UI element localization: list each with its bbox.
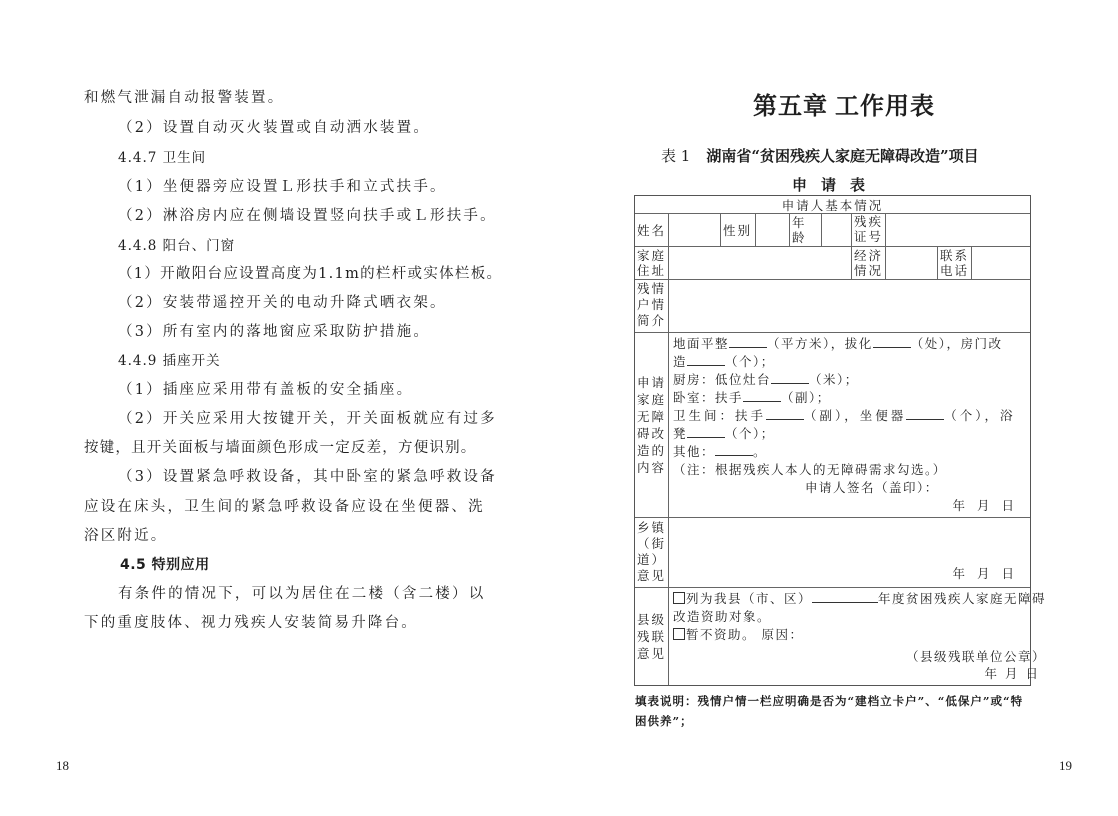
- disability-intro-field[interactable]: [669, 280, 1030, 332]
- body-text-line: （1）开敞阳台应设置高度为1.1m的栏杆或实体栏板。: [118, 266, 503, 282]
- section-header-row: [635, 196, 1030, 214]
- body-text-line: （2）设置自动灭火装置或自动洒水装置。: [118, 120, 431, 136]
- body-text-line: （3）所有室内的落地窗应采取防护措施。: [118, 324, 431, 340]
- body-text-line: （2）开关应采用大按键开关，开关面板就应有过多: [118, 411, 497, 427]
- bedroom-blank[interactable]: [743, 389, 781, 402]
- door-unit: （个）；: [725, 354, 775, 369]
- address-row: [635, 247, 1030, 280]
- intro-row: [635, 280, 1030, 333]
- phone-field[interactable]: [972, 247, 1030, 279]
- county-row: [635, 588, 1047, 685]
- phone-label: 联系电话: [938, 247, 972, 279]
- kitchen-blank[interactable]: [771, 371, 809, 384]
- body-text-line: 和燃气泄漏自动报警装置。: [84, 90, 285, 106]
- age-label: 年龄: [790, 214, 822, 246]
- form-title: 申请表: [792, 176, 880, 194]
- address-label: 家庭住址: [635, 247, 669, 279]
- section-heading: 4.5 特别应用: [120, 557, 210, 573]
- content-row: [635, 333, 1030, 518]
- floor-label: 地面平整: [673, 336, 730, 351]
- toilet-blank[interactable]: [906, 407, 944, 420]
- section-heading: 4.4.9 插座开关: [118, 353, 221, 369]
- option1-label-cont: 年度贫困残疾人家庭无障碍: [878, 591, 1047, 606]
- door-label: （处），房门改: [910, 336, 1003, 351]
- body-text-line: （1）插座应采用带有盖板的安全插座。: [118, 382, 414, 398]
- right-page: [559, 0, 1118, 816]
- application-form: [634, 195, 1047, 686]
- other-label: 其他：: [673, 444, 716, 459]
- county-label: 县级残联意见: [635, 588, 669, 685]
- body-text-line: 浴区附近。: [84, 528, 168, 544]
- kitchen-unit: （米）；: [809, 372, 859, 387]
- seal-label: （县级残联单位公章）: [906, 649, 1047, 664]
- door-blank[interactable]: [687, 353, 725, 366]
- tile-blank[interactable]: [873, 335, 911, 348]
- body-text-line: （2）淋浴房内应在侧墙设置竖向扶手或Ｌ形扶手。: [118, 208, 497, 224]
- stool-label: （个），浴: [944, 408, 1016, 423]
- county-opinion-field: [669, 588, 1050, 685]
- gender-label: 性别: [721, 214, 756, 246]
- section-heading: 4.4.8 阳台、门窗: [118, 238, 236, 254]
- chapter-title: 第五章 工作用表: [753, 94, 935, 120]
- bath-label: 卫生间：扶手: [673, 408, 767, 423]
- disability-cert-field[interactable]: [886, 214, 1030, 246]
- age-field[interactable]: [822, 214, 852, 246]
- kitchen-label: 厨房：低位灶台: [673, 372, 772, 387]
- option2-label: 暂不资助。 原因：: [686, 627, 804, 642]
- door-label-cont: 造: [673, 354, 688, 369]
- content-field: [669, 333, 1030, 517]
- section-header: 申请人基本情况: [781, 197, 884, 213]
- body-text-line: 有条件的情况下，可以为居住在二楼（含二楼）以: [118, 586, 486, 602]
- township-label: 乡镇（街道）意见: [635, 518, 669, 587]
- option1-label-end: 改造资助对象。: [673, 609, 772, 624]
- option1-label: 列为我县（市、区）: [686, 591, 813, 606]
- section-heading: 4.4.7 卫生间: [118, 150, 207, 166]
- content-date: 年月日: [952, 498, 1026, 513]
- body-text-line: （3）设置紧急呼救设备，其中卧室的紧急呼救设备: [118, 469, 497, 485]
- form-instructions: 填表说明：残情户情一栏应明确是否为“建档立卡户”、“低保户”或“特困供养”；: [635, 694, 1024, 728]
- economic-label: 经济情况: [852, 247, 886, 279]
- other-blank[interactable]: [715, 443, 753, 456]
- disability-cert-label: 残疾证号: [852, 214, 886, 246]
- body-text-line: 下的重度肢体、视力残疾人安装简易升降台。: [84, 615, 418, 631]
- body-text-line: （2）安装带遥控开关的电动升降式晒衣架。: [118, 295, 447, 311]
- option1-checkbox[interactable]: [673, 592, 685, 604]
- county-date: 年月日: [984, 666, 1047, 681]
- economic-field[interactable]: [886, 247, 938, 279]
- table-title: [661, 145, 979, 166]
- township-date: 年月日: [952, 566, 1026, 581]
- content-label: 申请家庭无障碍改造的内容: [635, 333, 669, 517]
- bedroom-unit: （副）；: [781, 390, 831, 405]
- body-text-line: （1）坐便器旁应设置Ｌ形扶手和立式扶手。: [118, 179, 447, 195]
- name-row: [635, 214, 1030, 247]
- page-number: 18: [56, 758, 69, 773]
- name-field[interactable]: [669, 214, 721, 246]
- year-blank[interactable]: [812, 590, 878, 603]
- signature-label: 申请人签名（盖印）：: [805, 480, 939, 495]
- stool-unit: （个）；: [725, 426, 775, 441]
- other-end: 。: [753, 444, 768, 459]
- option2-checkbox[interactable]: [673, 628, 685, 640]
- stool-blank[interactable]: [687, 425, 725, 438]
- bedroom-label: 卧室：扶手: [673, 390, 744, 405]
- floor-blank[interactable]: [729, 335, 767, 348]
- disability-intro-label: 残情户情简介: [635, 280, 669, 332]
- stool-label-cont: 凳: [673, 426, 688, 441]
- table-number: 表 1: [661, 147, 691, 165]
- body-text-line: 按键，且开关面板与墙面颜色形成一定反差，方便识别。: [84, 440, 477, 456]
- bath-handrail-blank[interactable]: [766, 407, 804, 420]
- content-note: （注：根据残疾人本人的无障碍需求勾选。）: [673, 462, 947, 477]
- township-row: [635, 518, 1030, 588]
- page-number: 19: [1059, 758, 1072, 773]
- table-name: 湖南省“贫困残疾人家庭无障碍改造”项目: [706, 147, 979, 165]
- toilet-label: （副），坐便器: [804, 408, 907, 423]
- gender-field[interactable]: [756, 214, 790, 246]
- address-field[interactable]: [669, 247, 852, 279]
- township-opinion-field[interactable]: [669, 518, 1030, 587]
- tile-label: （平方米），拔化: [767, 336, 873, 351]
- body-text-line: 应设在床头，卫生间的紧急呼救设备应设在坐便器、洗: [84, 499, 485, 515]
- name-label: 姓名: [635, 214, 669, 246]
